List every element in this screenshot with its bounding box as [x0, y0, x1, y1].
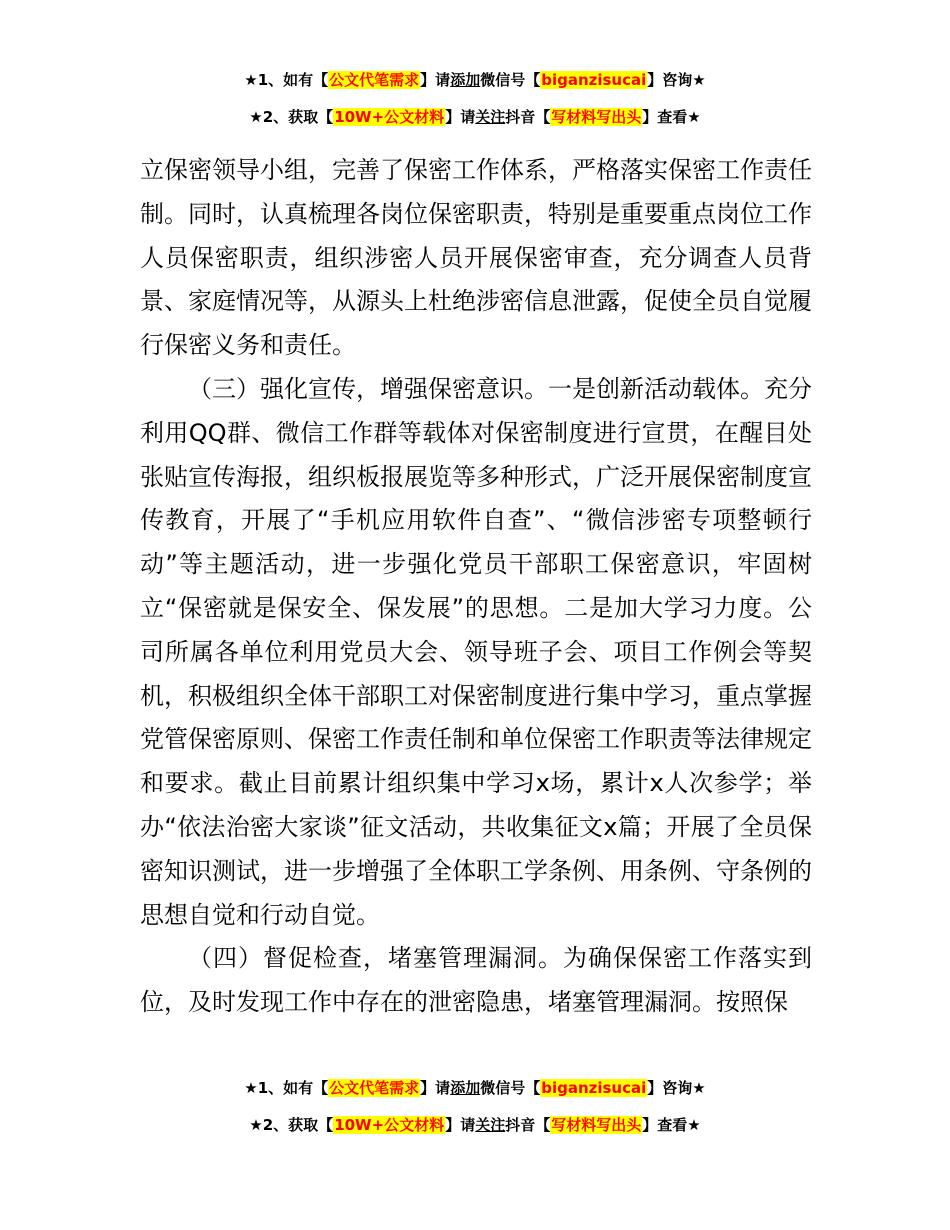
banner-highlight: 写材料写出头: [551, 108, 642, 126]
banner-text: ★2、获取【: [249, 108, 334, 126]
banner-highlight: biganzisucai: [541, 1079, 647, 1097]
banner-text: ★1、如有【: [244, 1079, 329, 1097]
banner-highlight: 10W+公文材料: [334, 1116, 445, 1134]
banner-text: 】请: [420, 1079, 451, 1097]
banner-text: 】查看★: [642, 1116, 701, 1134]
banner-highlight: 10W+公文材料: [334, 108, 445, 126]
banner-text: 微信号【: [480, 1079, 541, 1097]
banner-text: 】咨询★: [647, 1079, 706, 1097]
footer-banner-line-2: [0, 1115, 950, 1135]
banner-underline: 关注: [475, 108, 506, 126]
banner-text: 】请: [445, 108, 476, 126]
paragraph-1: 立保密领导小组，完善了保密工作体系，严格落实保密工作责任制。同时，认真梳理各岗位保密职责，特别是重要重点岗位工作人员保密职责，组织涉密人员开展保密审查，充分调查人员背景、家庭情况等，从源头上杜绝涉密信息泄露，促使全员自觉履行保密义务和责任。: [140, 156, 812, 360]
banner-text: 】咨询★: [647, 71, 706, 89]
header-banner-line-2: [0, 107, 950, 127]
document-body: [140, 149, 812, 1025]
banner-text: ★2、获取【: [249, 1116, 334, 1134]
banner-underline: 关注: [475, 1116, 506, 1134]
banner-highlight: 公文代笔需求: [329, 71, 420, 89]
banner-highlight: biganzisucai: [541, 71, 647, 89]
banner-text: 微信号【: [480, 71, 541, 89]
banner-underline: 添加: [450, 1079, 481, 1097]
header-banner-line-1: [0, 70, 950, 90]
paragraph-3: （四）督促检查，堵塞管理漏洞。为确保保密工作落实到位，及时发现工作中存在的泄密隐患，堵塞管理漏洞。按照保: [140, 944, 812, 1017]
footer-banner-line-1: [0, 1078, 950, 1098]
paragraph-2: （三）强化宣传，增强保密意识。一是创新活动载体。充分利用QQ群、微信工作群等载体对保密制度进行宣贯，在醒目处张贴宣传海报，组织板报展览等多种形式，广泛开展保密制度宣传教育，开展了“手机应用软件自查”、“微信涉密专项整顿行动”等主题活动，进一步强化党员干部职工保密意识，牢固树立“保密就是保安全、保发展”的思想。二是加大学习力度。公司所属各单位利用党员大会、领导班子会、项目工作例会等契机，积极组织全体干部职工对保密制度进行集中学习，重点掌握党管保密原则、保密工作责任制和单位保密工作职责等法律规定和要求。截止目前累计组织集中学习x场，累计x人次参学；举办“依法治密大家谈”征文活动，共收集征文x篇；开展了全员保密知识测试，进一步增强了全体职工学条例、用条例、守条例的思想自觉和行动自觉。: [140, 374, 812, 929]
banner-underline: 添加: [450, 71, 481, 89]
banner-text: ★1、如有【: [244, 71, 329, 89]
banner-highlight: 写材料写出头: [551, 1116, 642, 1134]
banner-highlight: 公文代笔需求: [329, 1079, 420, 1097]
banner-text: 抖音【: [505, 108, 551, 126]
banner-text: 】请: [420, 71, 451, 89]
banner-text: 抖音【: [505, 1116, 551, 1134]
banner-text: 】查看★: [642, 108, 701, 126]
banner-text: 】请: [445, 1116, 476, 1134]
